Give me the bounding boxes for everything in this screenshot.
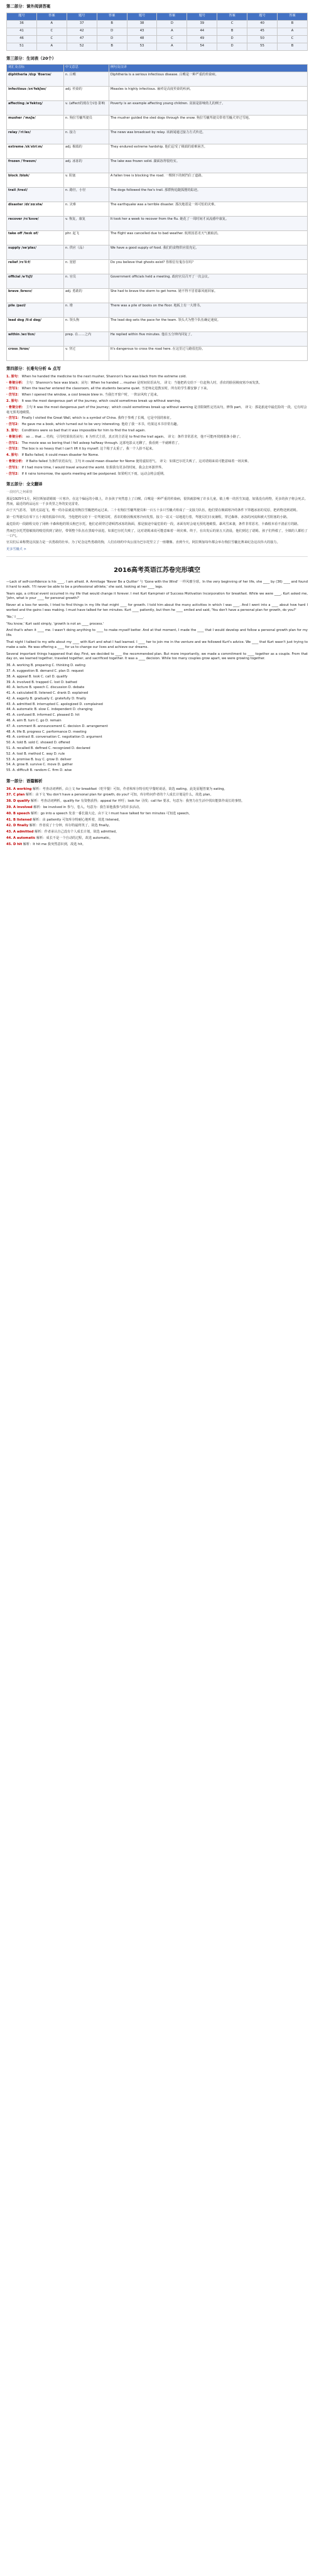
- vocab-example: He replied within five minutes. 他在五分钟内回复了。: [109, 332, 307, 347]
- analysis-item: [6, 399, 308, 404]
- translation-paragraph: 官员们后来称赞这次接力是一次勇敢的壮举。为了纪念这些勇敢的狗，人们在纽约中央公园为巴尔托竖立了一座雕像。直到今天，阿拉斯加每年都会举办狗拉雪橇比赛来纪念这次伟大的接力。: [6, 541, 280, 545]
- vocab-row: [7, 72, 308, 87]
- vocab-word: block /blɒk/: [7, 173, 64, 188]
- more-link[interactable]: 更多雪橇犬 >: [6, 547, 26, 552]
- cloze-title: 2016高考英语江苏卷完形填空: [114, 566, 200, 574]
- translation-subtitle: 一段时代之柯乘情: [6, 490, 33, 494]
- analysis-item: [6, 460, 308, 465]
- section-divider: [6, 556, 308, 557]
- analysis-item-text: He gave me a book, which turned out to be very interesting. 他给了我一本书，结果这本书非常有趣。: [21, 423, 180, 427]
- analysis-item-key: · 仿写2：: [6, 423, 21, 427]
- vocab-word: brave /breɪv/: [7, 289, 64, 303]
- analysis-item-key: · 仿写2：: [6, 393, 21, 397]
- vocab-example: The lead dog sets the pace for the team. 领头犬为整个队伍确定速度。: [109, 318, 307, 332]
- cloze-option-line: 48. A. life B. progress C. performance D. meeting: [6, 730, 87, 734]
- translation-paragraph: 然而巴尔托凭借敏锐的嗅觉找到了路径，带领整个队伍在黑暗中前进。如果巴尔托失败了，这对诺姆来说可能意味着一场灾难。终于，在出发后的第五天清晨，他们到达了诺姆。孩子们得救了，全镇的人都松了一口气。: [6, 529, 308, 538]
- analysis-item-key: 2. 原句：: [6, 399, 21, 404]
- explanation-item-text: 解析：be involved in 参与，卷入。句意为：我告诉他我参与的许多活动。: [33, 806, 143, 810]
- explanation-item-key: 41. B listened: [6, 817, 32, 822]
- answer-cell: B: [97, 20, 127, 28]
- explanation-item-text: 解析：成长不是一个自动的过程，故选 automatic。: [36, 836, 113, 841]
- vocab-example: The flight was cancelled due to bad weather. 航班因恶劣天气被取消。: [109, 231, 307, 245]
- vocab-row: [7, 188, 308, 202]
- vocab-word: frozen /ˈfrəʊzn/: [7, 159, 64, 173]
- analysis-item-key: 3. 原句：: [6, 429, 21, 433]
- vocab-example: The lake was frozen solid. 湖面冻得很结实。: [109, 159, 307, 173]
- cloze-option-line: 50. A. told B. sold C. showed D. offered: [6, 741, 70, 745]
- analysis-item: [6, 472, 308, 477]
- analysis-item-key: · 骨架分析：: [6, 434, 25, 439]
- vocab-row: [7, 116, 308, 130]
- cloze-paragraph: Several important things happened that day. First, we decided to ____ the recommended plan. But more importantly, we made a commitment to ____ together as a couple. From that day on, we learned together, traveled together, and sacrificed together. It was a ____ decision. While too many couples grow apart, we were growing together.: [6, 652, 308, 661]
- translation-body: [6, 497, 308, 546]
- cloze-option-line: 51. A. recalled B. defined C. recognized D. declared: [6, 746, 90, 751]
- explanation-item: [6, 787, 308, 792]
- answer-cell: A: [157, 43, 187, 50]
- cloze-option-line: 38. A. appeal B. look C. call D. qualify: [6, 674, 68, 679]
- answer-cell: 36: [7, 20, 37, 28]
- analysis-item-text: 主句：Shannon's face was black；从句：When he handed ... musher 是时间状语从句。 译文：当他把药交给下一位赶狗人时，香农的脸因极度寒冷而发黑。: [26, 380, 263, 385]
- vocab-example: It took her a week to recover from the flu. 她花了一周时间才从流感中康复。: [109, 217, 307, 231]
- vocab-word: take off /teɪk ɒf/: [7, 231, 64, 245]
- vocab-meaning: n. 白喉: [64, 72, 109, 87]
- explanation-item-key: 44. A automatic: [6, 836, 36, 841]
- analysis-item-key: 4. 原句：: [6, 453, 21, 458]
- answer-cell: C: [157, 35, 187, 43]
- cloze-option-line: 42. A. eagerly B. gradually C. gratefully D. finally: [6, 696, 87, 701]
- analysis-item-text: When I opened the window, a cool breeze blew in. 当我打开窗户时，一阵凉风吹了进来。: [21, 393, 160, 397]
- vocab-meaning: adj. 传染的: [64, 87, 109, 101]
- sentence-analysis-title: 第四部分：长难句分析 & 点写: [6, 366, 61, 372]
- analysis-item-key: · 仿写2：: [6, 472, 21, 476]
- cloze-option-line: 39. A. involved B. trapped C. lost D. bathed: [6, 680, 77, 684]
- analysis-item: [6, 381, 308, 386]
- vocab-word: diphtheria /dɪp ˈθɪərɪə/: [7, 72, 64, 87]
- analysis-item: [6, 387, 308, 392]
- translation-title: 第五部分：全文翻译: [6, 482, 43, 487]
- analysis-item-text: When the teacher entered the classroom, all the students became quiet. 当老师走进教室时，所有的学生都安静了下来。: [21, 387, 210, 391]
- vocab-meaning: n. 官员: [64, 274, 109, 289]
- explanation-item: [6, 818, 308, 823]
- analysis-item: [6, 416, 308, 421]
- analysis-item-text: When he handed the medicine to the next musher, Shannon's face was black from the extreme cold.: [21, 374, 187, 379]
- explanation-item-key: 38. D qualify: [6, 799, 30, 804]
- answer-cell: B: [278, 20, 308, 28]
- answer-cell: 50: [247, 35, 278, 43]
- answer-cell: 38: [127, 20, 157, 28]
- analysis-item: [6, 447, 308, 452]
- explanation-item-key: 36. A working: [6, 787, 32, 791]
- vocab-word: disaster /dɪˈzɑːstə/: [7, 202, 64, 217]
- answer-cell: A: [157, 28, 187, 35]
- vocab-row: [7, 87, 308, 101]
- analysis-item-key: · 仿写1：: [6, 387, 21, 391]
- answer-cell: D: [157, 20, 187, 28]
- analysis-item-text: It was the most dangerous part of the journey, which could sometimes break up without warning.: [21, 399, 181, 404]
- document-page: [6, 4, 308, 848]
- vocab-example: The musher guided the sled dogs through the snow. 狗拉雪橇驾驶员带着雪橇犬穿过雪地。: [109, 116, 307, 130]
- sentence-analysis-list: [6, 375, 308, 477]
- vocab-meaning: v. 阻塞: [64, 173, 109, 188]
- explanation-item: [6, 843, 308, 848]
- vocab-meaning: v. 恢复，康复: [64, 217, 109, 231]
- cloze-paragraph: And that's when it ____ me. I wasn't doing anything to ____ to make myself better. And at that moment, I made the ____ that I would develop and follow a personal growth plan for my life.: [6, 628, 308, 638]
- analysis-item: [6, 453, 308, 458]
- cloze-options: [6, 664, 308, 773]
- cloze-option-line: 41. A. calculated B. listened C. drank D. explained: [6, 691, 89, 696]
- analysis-item: [6, 435, 308, 440]
- answer-cell: 54: [187, 43, 217, 50]
- answer-cell: 53: [127, 43, 157, 50]
- cloze-paragraph: That night I talked to my wife about my ____ with Kurt and what I had learned. I ____ her to join me in the venture and we followed Kurt's advice. We ____ that Kurt wasn't just trying to make a sale. He was offering a ____ for us to change our lives and achieve our dreams.: [6, 640, 308, 649]
- analysis-item-text: so ... that ... 结构，引导结果状语从句；it 为形式主语，真正的主语是 to find the trail again。 译文：条件非常恶劣，他不可能再找到那条小路了。: [26, 434, 243, 439]
- vocab-table: [6, 64, 308, 361]
- vocab-row: [7, 245, 308, 260]
- vocab-word: infectious /ɪnˈfekʃəs/: [7, 87, 64, 101]
- vocab-meaning: prep. 在……之内: [64, 332, 109, 347]
- answer-cell: 41: [7, 28, 37, 35]
- cloze-option-line: 46. A. aim B. turn C. go D. remain: [6, 719, 62, 723]
- vocab-word: relay /ˈriːleɪ/: [7, 130, 64, 144]
- cloze-option-line: 47. A. comment B. announcement C. decision D. arrangement: [6, 724, 108, 728]
- explanation-item: [6, 830, 308, 835]
- vocab-meaning: n. 宽慰: [64, 260, 109, 274]
- vocab-row: [7, 101, 308, 116]
- vocab-example: They endured extreme hardship. 他们忍受了极端的艰难困苦。: [109, 144, 307, 159]
- explanation-item-key: 39. A involved: [6, 806, 33, 810]
- cloze-option-line: 40. A. lecture B. speech C. discussion D. debate: [6, 686, 85, 690]
- vocab-row: [7, 347, 308, 361]
- explanation-item-key: 43. A admitted: [6, 830, 34, 834]
- cloze-option-line: 36. A. working B. preparing C. thinking D. eating: [6, 664, 85, 668]
- analysis-item-key: · 骨架分析：: [6, 380, 25, 385]
- explanation-item-text: 解析：由下文 You don't have a personal plan for growth, do you? 可知，库尔特问作者的个人成长计划是什么，故选 plan。: [25, 793, 214, 797]
- explanation-item: [6, 806, 308, 811]
- answer-cell: 48: [127, 35, 157, 43]
- vocab-example: We have a good supply of food. 我们的食物供应很充足。: [109, 245, 307, 260]
- answer-section-title: 第二部分：课外阅读答案: [6, 4, 51, 9]
- vocab-meaning: n. 灾难: [64, 202, 109, 217]
- analysis-item-key: · 仿写1：: [6, 441, 21, 445]
- vocab-example: Poverty is an example affecting young children. 贫困是影响幼儿的例子。: [109, 101, 307, 116]
- translation-paragraph: 第一位驾驶员在零下五十度的低温中出发。当他把药交给下一位驾驶员时，香农的脸因极度寒冷而发黑。接力一站又一站地进行着，驾驶员们日夜兼程，穿过森林、冰冻的河流和被大雪阻塞的小路。: [6, 515, 290, 520]
- analysis-item-text: Finally I visited the Great Wall, which is a symbol of China. 我终于参观了长城，它是中国的象征。: [21, 416, 173, 421]
- cloze-option-line: 54. A. grow B. survive C. move D. gather: [6, 763, 73, 767]
- translation-paragraph: 最危险的一段路程交给了冈纳·卡森和他的领头狗巴尔托。他们必须穿过诺顿湾冰冻的海面，那是旅途中最危险的一段，冰面有时会毫无预兆地破裂。暴风雪来袭，条件非常恶劣，卡森根本看不清前方的路。: [6, 522, 301, 526]
- cloze-option-line: 52. A. tool B. method C. way D. rule: [6, 752, 65, 756]
- analysis-item-text: The movie was so boring that I fell asleep halfway through. 这部电影太无聊了，我看到一半就睡着了。: [21, 441, 181, 445]
- explanation-item-text: 解析：go into a speech 发表一番长篇大论。由下文 I must have talked for ten minutes 可知选 speech。: [31, 811, 192, 816]
- answer-cell: B: [217, 28, 247, 35]
- vocab-example: The earthquake was a terrible disaster. 那次地震是一场可怕的灾难。: [109, 202, 307, 217]
- analysis-item-key: · 骨架分析：: [6, 459, 25, 463]
- answer-cell: 52: [67, 43, 97, 50]
- vocab-word: lead dog /liːd dɒɡ/: [7, 318, 64, 332]
- cloze-option-line: 49. A. contract B. conversation C. negotiation D. argument: [6, 735, 102, 740]
- analysis-item-text: If Balto failed 为条件状语从句，主句 it could mean disaster for Nome 使用虚拟语气。 译文：如果巴尔托失败了，这对诺姆来说可能意味着一场灾难。: [26, 459, 251, 463]
- answer-cell: C: [217, 20, 247, 28]
- answer-row: [7, 28, 308, 35]
- cloze-option-line: 53. A. promise B. buy C. grow D. deliver: [6, 757, 72, 762]
- vocab-example: It's dangerous to cross the road here. 在这里过马路很危险。: [109, 347, 307, 361]
- answer-cell: 44: [187, 28, 217, 35]
- answer-cell: C: [36, 35, 67, 43]
- analysis-item-key: · 仿写2：: [6, 447, 21, 451]
- explanation-list: [6, 787, 308, 848]
- analysis-item: [6, 406, 308, 416]
- explanation-item: [6, 836, 308, 841]
- vocab-word: trail /treɪl/: [7, 188, 64, 202]
- cloze-option-line: 45. A. confused B. informed C. pleased D. hit: [6, 713, 80, 718]
- answer-cell: B: [97, 43, 127, 50]
- answer-cell: 37: [67, 20, 97, 28]
- vocab-word: affecting /əˈfektɪŋ/: [7, 101, 64, 116]
- analysis-item-key: 1. 原句：: [6, 374, 21, 379]
- vocab-meaning: n. 领头狗: [64, 318, 109, 332]
- answer-row: [7, 20, 308, 28]
- answer-cell: C: [278, 35, 308, 43]
- vocab-word: pile /paɪl/: [7, 303, 64, 318]
- analysis-item-key: · 骨架分析：: [6, 405, 25, 409]
- explanation-item-text: 解析：考查动词辨析。由上文 for breakfast（吃早餐）可知，作者和库尔特在吃早餐时谈话，故选 eating。此处原题答案为 eating。: [33, 787, 227, 791]
- vocab-word: within /wɪˈðɪn/: [7, 332, 64, 347]
- vocab-meaning: n. 供应（品）: [64, 245, 109, 260]
- answer-cell: A: [278, 28, 308, 35]
- analysis-item: [6, 441, 308, 446]
- answer-cell: 51: [7, 43, 37, 50]
- analysis-item-key: · 仿写1：: [6, 416, 21, 421]
- analysis-item: [6, 393, 308, 398]
- vocab-meaning: n. 狗拉雪橇驾驶员: [64, 116, 109, 130]
- vocab-meaning: adj. 冰冻的: [64, 159, 109, 173]
- vocab-word: supply /səˈplaɪ/: [7, 245, 64, 260]
- vocab-row: [7, 260, 308, 274]
- translation-paragraph: 那是1925年1月，阿拉斯加诺姆镇一片寒冷。在这个偏远的小镇上，许多孩子突然患上了白喉。白喉是一种严重的传染病，很快就影响了许多儿童。镇上唯一的医生知道，如果没有药物，更多的孩子将会死去。然而，最近的药品远在一千多英里之外的安克雷奇。: [6, 497, 308, 506]
- answer-cell: 42: [67, 28, 97, 35]
- vocab-word: cross /krɒs/: [7, 347, 64, 361]
- vocab-example: The dogs followed the fox's trail. 那群狗追随狐狸的踪迹。: [109, 188, 307, 202]
- answer-cell: 55: [247, 43, 278, 50]
- cloze-paragraph: 'No,' I ____.: [6, 615, 24, 619]
- explanation-item-text: 解析：It hit me 我突然意识到，故选 hit。: [23, 842, 86, 846]
- vocab-row: [7, 173, 308, 188]
- vocab-example: The news was broadcast by relay. 该新闻通过接力方式传送。: [109, 130, 307, 144]
- answer-row: [7, 43, 308, 50]
- vocab-meaning: adj. 勇敢的: [64, 289, 109, 303]
- vocab-word: extreme /ɪkˈstriːm/: [7, 144, 64, 159]
- explanation-item-text: 解析：作者承认自己没有个人成长计划，故选 admitted。: [35, 830, 119, 834]
- explanation-item: [6, 799, 308, 804]
- explanation-title: 第一部分：语篇解析: [6, 779, 43, 784]
- analysis-item: [6, 423, 308, 428]
- cloze-paragraph: 'You know,' Kurt said simply, 'growth is not an ____ process.': [6, 622, 104, 626]
- explanation-item-text: 解析：考查动词辨析。qualify for 有资格获得；appeal for 呼吁；look for 寻找；call for 要求。句意为：我努力在生活中找出能算作成长的事情。: [30, 799, 245, 804]
- answer-cell: A: [36, 20, 67, 28]
- analysis-item-key: · 仿写1：: [6, 465, 21, 470]
- cloze-paragraph: —Lack of self-confidence is his ____. I am afraid. A. Armitage 'Never Be a Quitter' 与 'Gone with the Wind' 一样风靡全球。In the very beginning of her life, she ____ by (36) ____ and found it hard to walk. 'I'll never be able to be a professional athlete,' she said, looking at her ____ legs.: [6, 579, 308, 589]
- answer-cell: 39: [187, 20, 217, 28]
- vocab-row: [7, 144, 308, 159]
- vocab-word: musher /ˈmʌʃə/: [7, 116, 64, 130]
- vocab-meaning: v. 穿过: [64, 347, 109, 361]
- vocab-row: [7, 130, 308, 144]
- vocab-row: [7, 332, 308, 347]
- vocab-row: [7, 217, 308, 231]
- explanation-item-key: 40. B speech: [6, 811, 30, 816]
- explanation-item: [6, 812, 308, 817]
- cloze-option-line: 44. A. automatic B. slow C. independent D. changing: [6, 708, 93, 712]
- answer-cell: B: [278, 43, 308, 50]
- vocab-row: [7, 318, 308, 332]
- answer-table-header: 题号 答案 题号 答案 题号 答案 题号 答案 题号 答案: [7, 13, 308, 20]
- answer-cell: C: [36, 28, 67, 35]
- analysis-item: [6, 375, 308, 380]
- vocab-meaning: n. 路径，小径: [64, 188, 109, 202]
- vocab-word: recover /rɪˈkʌvə/: [7, 217, 64, 231]
- explanation-item-text: 解析：作者说了十分钟，库尔特最终笑了，故选 finally。: [29, 824, 112, 828]
- vocab-table-header: 词汇及音标 中文意思 例句及汉译: [7, 65, 308, 72]
- vocab-row: [7, 231, 308, 245]
- explanation-item-text: 解析：由 patiently 可知库尔特耐心地听着，故选 listened。: [32, 817, 122, 822]
- explanation-item: [6, 824, 308, 829]
- cloze-option-line: 37. A. suggestion B. demand C. plan D. request: [6, 669, 84, 673]
- vocab-section-title: 第三部分：生词表（20个）: [6, 55, 57, 61]
- cloze-option-line: 43. A. admitted B. interrupted C. apologized D. complained: [6, 702, 103, 706]
- answer-cell: D: [217, 35, 247, 43]
- vocab-meaning: n. 接力: [64, 130, 109, 144]
- analysis-item-text: If it rains tomorrow, the sports meeting will be postponed. 如果明天下雨，运动会将会延期。: [21, 472, 167, 476]
- answer-cell: A: [36, 43, 67, 50]
- vocab-row: [7, 274, 308, 289]
- explanation-item-key: 45. D hit: [6, 842, 23, 846]
- cloze-paragraph: Years ago, a critical event occurred in my life that would change it forever. I met Kurt Kampmeir of Success Motivation Incorporation for breakfast. While we were ____, Kurt asked me, 'John, what is your ____ for personal growth?': [6, 591, 308, 601]
- answer-cell: D: [97, 35, 127, 43]
- vocab-word: relief /rɪˈliːf/: [7, 260, 64, 274]
- vocab-meaning: n. 堆: [64, 303, 109, 318]
- vocab-row: [7, 289, 308, 303]
- answer-cell: 40: [247, 20, 278, 28]
- answer-cell: 49: [187, 35, 217, 43]
- explanation-item: [6, 793, 308, 798]
- answer-cell: 46: [7, 35, 37, 43]
- vocab-row: [7, 159, 308, 173]
- answer-cell: D: [97, 28, 127, 35]
- vocab-example: There was a pile of books on the floor. 地板上有一大堆书。: [109, 303, 307, 318]
- translation-paragraph: 由于天气恶劣，飞机无法起飞，唯一的办法就是用狗拉雪橇把药运过来。二十名狗拉雪橇驾驶员和一百五十多只雪橇犬组成了一支接力队伍，他们要在极端寒冷的条件下穿越冰冻的荒原，把药物送到诺姆。: [6, 509, 300, 513]
- answer-cell: 45: [247, 28, 278, 35]
- explanation-item-key: 42. D finally: [6, 824, 29, 828]
- analysis-item-text: Conditions were so bad that it was impossible for him to find the trail again.: [21, 429, 146, 433]
- analysis-item: [6, 429, 308, 434]
- vocab-meaning: adj. 极端的: [64, 144, 109, 159]
- answer-table: [6, 13, 308, 51]
- vocab-example: She had to brave the storm to get home. 她不得不冒着暴风雨回家。: [109, 289, 307, 303]
- analysis-item-text: If I had more time, I would travel around the world. 如果我有更多的时间，我会去环游世界。: [21, 465, 165, 470]
- answer-cell: D: [217, 43, 247, 50]
- vocab-example: Measles is highly infectious. 麻疹是高度传染的疾病。: [109, 87, 307, 101]
- vocab-example: Do you believe that ghosts exist? 你相信有鬼存在吗？: [109, 260, 307, 274]
- vocab-row: [7, 303, 308, 318]
- analysis-item-text: If Balto failed, it could mean disaster for Nome.: [21, 453, 99, 458]
- vocab-meaning: phr. 起飞: [64, 231, 109, 245]
- explanation-item-key: 37. C plan: [6, 793, 25, 797]
- analysis-item-text: The box is so heavy that I can't lift it by myself. 这个箱子太重了，我一个人抬不起来。: [21, 447, 156, 451]
- analysis-item-text: 主句 It was the most dangerous part of the journey；which could sometimes break up without warning 是非限制性定语从句，修饰 part。 译文：那是旅途中最危险的一段，它有时会毫无预兆地破裂。: [6, 405, 307, 414]
- analysis-item: [6, 466, 308, 471]
- vocab-example: Diphtheria is a serious infectious disease. 白喉是一种严重的传染病。: [109, 72, 307, 87]
- cloze-passage: [6, 580, 308, 662]
- cloze-paragraph: Never at a loss for words, I tried to find things in my life that might ____ for growth. I told him about the many activities in which I was ____. And I went into a ____ about how hard I worked and the gains I was making. I must have talked for ten minutes. Kurt ____ patiently, but then he ____ smiled and said, 'You don't have a personal plan for growth, do you?': [6, 603, 308, 612]
- vocab-example: Government officials held a meeting. 政府官员召开了一次会议。: [109, 274, 307, 289]
- answer-cell: 47: [67, 35, 97, 43]
- answer-row: [7, 35, 308, 43]
- vocab-row: [7, 202, 308, 217]
- vocab-word: official /əˈfɪʃl/: [7, 274, 64, 289]
- vocab-meaning: v. (affect的现在分词) 影响: [64, 101, 109, 116]
- cloze-option-line: 55. A. difficult B. random C. firm D. wise: [6, 768, 72, 773]
- answer-cell: 43: [127, 28, 157, 35]
- vocab-example: A fallen tree is blocking the road. 一棵倒下的树挡住了道路。: [109, 173, 307, 188]
